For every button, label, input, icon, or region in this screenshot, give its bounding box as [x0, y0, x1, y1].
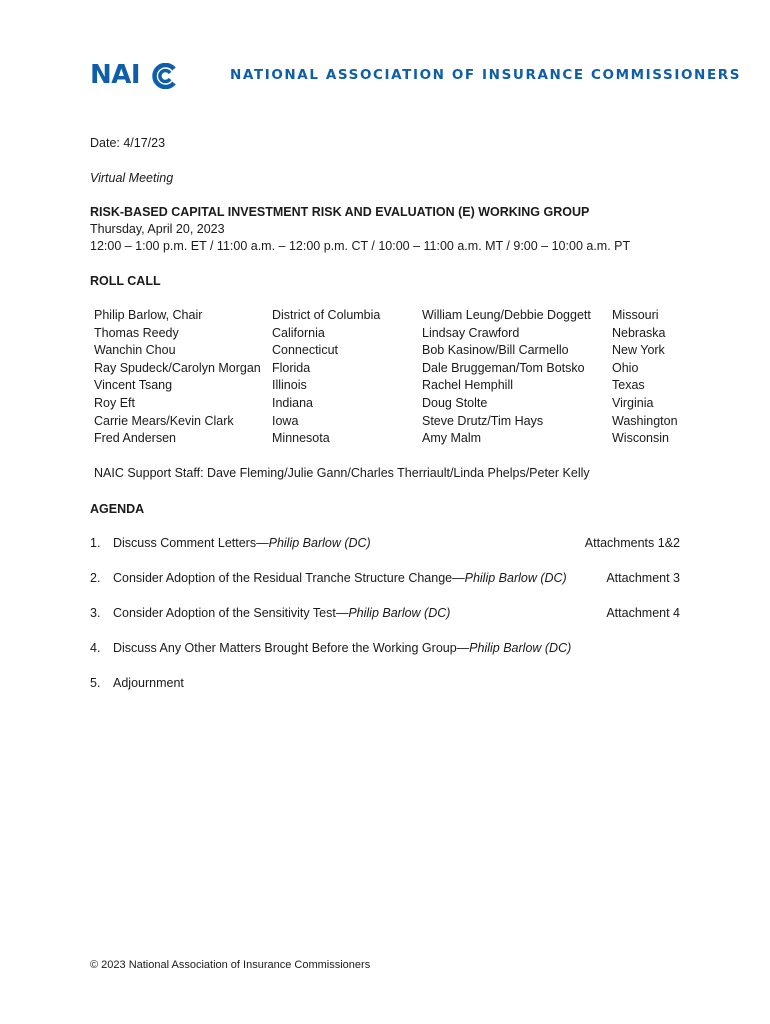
member-name: Fred Andersen: [94, 431, 176, 446]
memo-date: Date: 4/17/23: [90, 136, 166, 150]
member-name: Bob Kasinow/Bill Carmello: [422, 343, 569, 358]
member-state: Nebraska: [612, 325, 666, 340]
member-state: Missouri: [612, 308, 659, 322]
member-name: Steve Drutz/Tim Hays: [422, 413, 544, 428]
member-name: Doug Stolte: [422, 395, 488, 410]
member-name: Thomas Reedy: [94, 325, 179, 340]
agenda-item-3: [90, 606, 680, 624]
member-name: Vincent Tsang: [94, 378, 173, 393]
member-state: California: [272, 325, 325, 340]
agenda-presenter: Philip Barlow (DC): [348, 606, 451, 620]
agenda-presenter: Philip Barlow (DC): [469, 641, 572, 655]
member-name: William Leung/Debbie Doggett: [422, 308, 591, 322]
roll-call-col2-states: [612, 307, 678, 448]
meeting-date: Thursday, April 20, 2023: [90, 222, 225, 236]
agenda-topic: Consider Adoption of the Residual Tranche Structure Change: [113, 571, 453, 585]
member-name: Dale Bruggeman/Tom Botsko: [422, 360, 585, 375]
member-name: Philip Barlow, Chair: [94, 308, 203, 322]
agenda-text: Consider Adoption of the Residual Tranche Structure Change—Philip Barlow (DC): [113, 571, 567, 585]
member-state: Florida: [272, 360, 311, 375]
agenda-attachment: Attachment 4: [606, 606, 680, 620]
member-state: Connecticut: [272, 343, 339, 358]
member-state: Iowa: [272, 413, 299, 428]
agenda-text: Discuss Any Other Matters Brought Before the Working Group—Philip Barlow (DC): [113, 641, 572, 655]
agenda-attachment: Attachments 1&2: [584, 536, 680, 550]
agenda-presenter: Philip Barlow (DC): [268, 536, 371, 550]
agenda-number: 3.: [90, 606, 101, 620]
agenda-text: Discuss Comment Letters—Philip Barlow (DC): [113, 536, 371, 550]
agenda-item-5: [90, 676, 680, 694]
member-state: Washington: [612, 413, 678, 428]
member-name: Lindsay Crawford: [422, 325, 520, 340]
member-name: Amy Malm: [422, 431, 482, 446]
naic-logo-c-icon: [152, 63, 178, 89]
agenda-heading: AGENDA: [90, 502, 145, 516]
member-state: Virginia: [612, 395, 654, 410]
organization-name: NATIONAL ASSOCIATION OF INSURANCE COMMISSIONERS: [230, 67, 742, 83]
agenda-topic: Discuss Any Other Matters Brought Before the Working Group: [113, 641, 457, 655]
meeting-title: RISK-BASED CAPITAL INVESTMENT RISK AND EVALUATION (E) WORKING GROUP: [90, 205, 590, 219]
roll-call-col2-names: [422, 307, 591, 448]
member-state: Indiana: [272, 395, 314, 410]
member-name: Carrie Mears/Kevin Clark: [94, 413, 234, 428]
member-name: Rachel Hemphill: [422, 378, 514, 393]
member-state: Ohio: [612, 360, 639, 375]
member-state: Wisconsin: [612, 431, 669, 446]
roll-call-heading: ROLL CALL: [90, 274, 161, 288]
agenda-number: 2.: [90, 571, 101, 585]
roll-call-col1-states: [272, 307, 380, 448]
agenda-text: Consider Adoption of the Sensitivity Test—Philip Barlow (DC): [113, 606, 451, 620]
support-staff: NAIC Support Staff: Dave Fleming/Julie Gann/Charles Therriault/Linda Phelps/Peter Kelly: [94, 466, 590, 480]
agenda-item-2: [90, 571, 680, 589]
member-state: District of Columbia: [272, 308, 381, 322]
agenda-number: 4.: [90, 641, 101, 655]
naic-logo: NAI: [90, 60, 141, 90]
meeting-type: Virtual Meeting: [90, 171, 174, 185]
meeting-time: 12:00 – 1:00 p.m. ET / 11:00 a.m. – 12:00 p.m. CT / 10:00 – 11:00 a.m. MT / 9:00 – 10:00 a.m. PT: [90, 239, 631, 253]
letterhead: [90, 60, 742, 92]
member-state: New York: [612, 343, 665, 358]
agenda-number: 5.: [90, 676, 101, 690]
agenda-topic: Adjournment: [113, 676, 184, 690]
agenda-topic: Consider Adoption of the Sensitivity Test: [113, 606, 336, 620]
agenda-presenter: Philip Barlow (DC): [464, 571, 567, 585]
member-state: Minnesota: [272, 431, 330, 446]
agenda-number: 1.: [90, 536, 101, 550]
copyright-footer: © 2023 National Association of Insurance Commissioners: [90, 959, 371, 971]
member-state: Texas: [612, 378, 645, 393]
agenda-item-1: [90, 536, 680, 554]
agenda-topic: Discuss Comment Letters: [113, 536, 257, 550]
roll-call-col1-names: [94, 307, 261, 448]
agenda-item-4: [90, 641, 680, 659]
agenda-attachment: Attachment 3: [606, 571, 680, 585]
member-state: Illinois: [272, 378, 307, 393]
member-name: Wanchin Chou: [94, 343, 176, 358]
member-name: Roy Eft: [94, 395, 135, 410]
member-name: Ray Spudeck/Carolyn Morgan: [94, 360, 261, 375]
